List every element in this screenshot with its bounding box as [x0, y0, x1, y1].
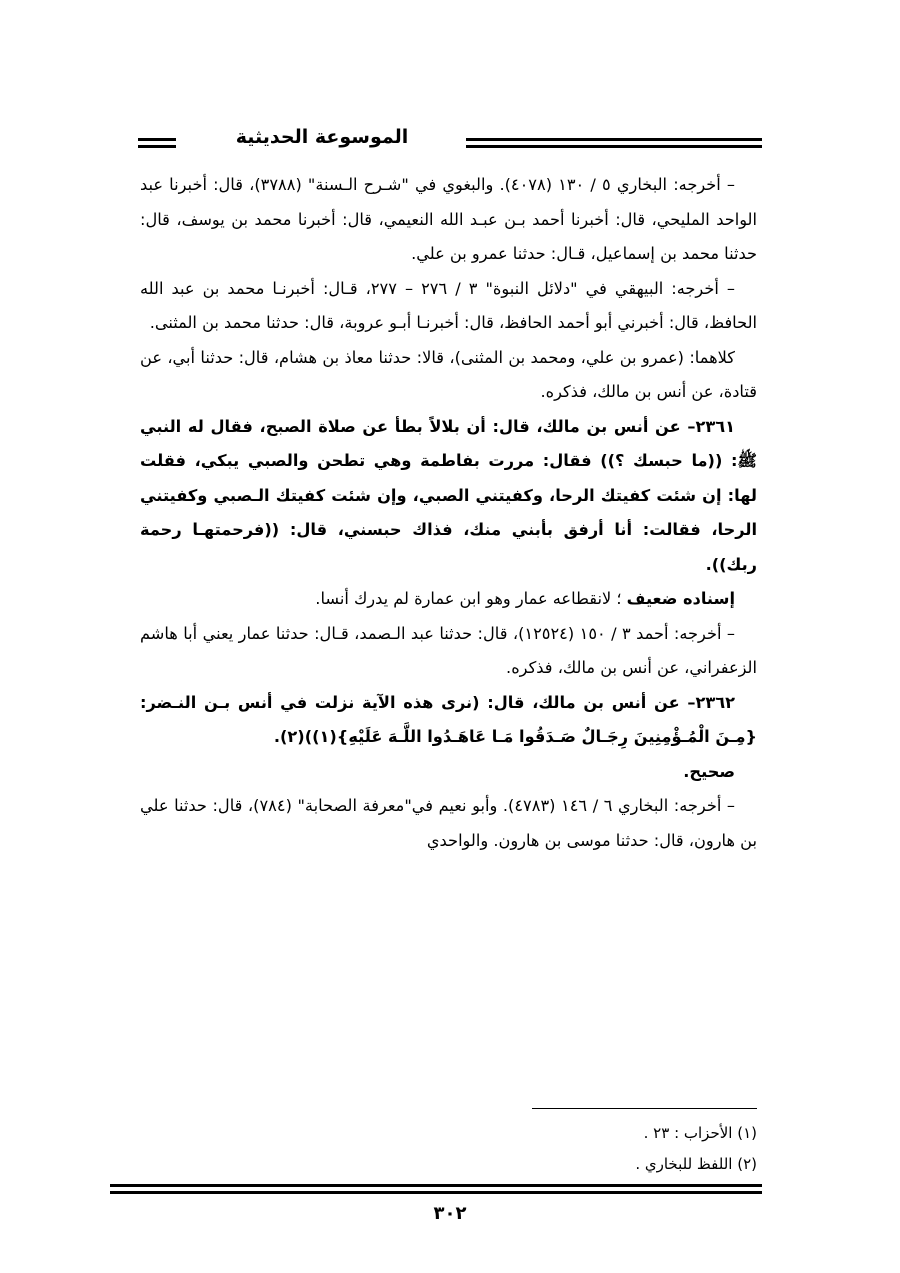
paragraph-chain-summary: كلاهما: (عمرو بن علي، ومحمد بن المثنى)، قالا: حدثنا معاذ بن هشام، قال: حدثنا أبي، عن قتادة، عن أنس بن مالك، فذكره. — [140, 347, 757, 401]
footnote-separator — [532, 1108, 757, 1109]
footnote-1: (١) الأحزاب : ٢٣ . — [643, 1124, 757, 1142]
paragraph-ahmad: – أخرجه: أحمد ٣ / ١٥٠ (١٢٥٢٤)، قال: حدثنا عبد الـصمد، قـال: حدثنا عمار يعني أبا هاشم الزعفراني، عن أنس بن مالك، فذكره. — [140, 623, 757, 677]
footnote-2: (٢) اللفظ للبخاري . — [635, 1155, 757, 1173]
paragraph-bukhari-baghawi: – أخرجه: البخاري ٥ / ١٣٠ (٤٠٧٨). والبغوي في "شـرح الـسنة" (٣٧٨٨)، قال: أخبرنا عبد الواحد المليحي، قال: أخبرنا أحمد بـن عبـد الله النعيمي، قال: أخبرنا محمد بن يوسف، قال: حدثنا محمد بن إسماعيل، قـال: حدثنا عمرو بن علي. — [140, 175, 757, 263]
isnad-grade-label: إسناده ضعيف — [626, 589, 735, 608]
paragraph-bayhaqi: – أخرجه: البيهقي في "دلائل النبوة" ٣ / ٢٧٦ – ٢٧٧، قـال: أخبرنـا محمد بن عبد الله الحافظ، قال: أخبرني أبو أحمد الحافظ، قال: أخبرنـا أبـو عروبة، قال: حدثنا محمد بن المثنى. — [140, 278, 757, 332]
footnotes — [500, 1118, 757, 1180]
hadith-2362: ٢٣٦٢– عن أنس بن مالك، قال: (نرى هذه الآية نزلت في أنس بـن النـضر:{مِـنَ الْمُـؤْمِنِينَ رِجَـالٌ صَـدَقُوا مَـا عَاهَـدُوا اللَّـهَ عَلَيْهِ}(١))(٢). — [140, 692, 757, 746]
grade-sahih: صحيح. — [683, 761, 735, 781]
paragraph-bukhari-abu-nuaym: – أخرجه: البخاري ٦ / ١٤٦ (٤٧٨٣). وأبو نعيم في"معرفة الصحابة" (٧٨٤)، قال: حدثنا علي بن هارون، قال: حدثنا موسى بن هارون. والواحدي — [140, 796, 757, 850]
running-header — [110, 128, 762, 162]
footer-rule — [110, 1184, 762, 1194]
paragraph-isnad-grade — [140, 582, 757, 617]
header-title: الموسوعة الحديثية — [235, 126, 409, 148]
page-number: ٣٠٢ — [433, 1203, 467, 1224]
header-rule-left — [138, 138, 176, 148]
body-text — [140, 168, 757, 858]
hadith-2361: ٢٣٦١– عن أنس بن مالك، قال: أن بلالاً بطأ عن صلاة الصبح، فقال له النبي ﷺ: ((ما حبسك ؟)) فقال: مررت بفاطمة وهي تطحن والصبي يبكي، فقلت لها: إن شئت كفيتك الرحا، وكفيتني الصبي، وإن شئت كفيتك الـصبي وكفيتني الرحا، فقالت: أنا أرفق بأبني منك، فذاك حبسني، قال: ((فرحمتهـا رحمة ربك)). — [140, 416, 757, 574]
isnad-grade-text: ؛ لانقطاعه عمار وهو ابن عمارة لم يدرك أنسا. — [315, 589, 627, 608]
header-rule-right — [466, 138, 762, 148]
